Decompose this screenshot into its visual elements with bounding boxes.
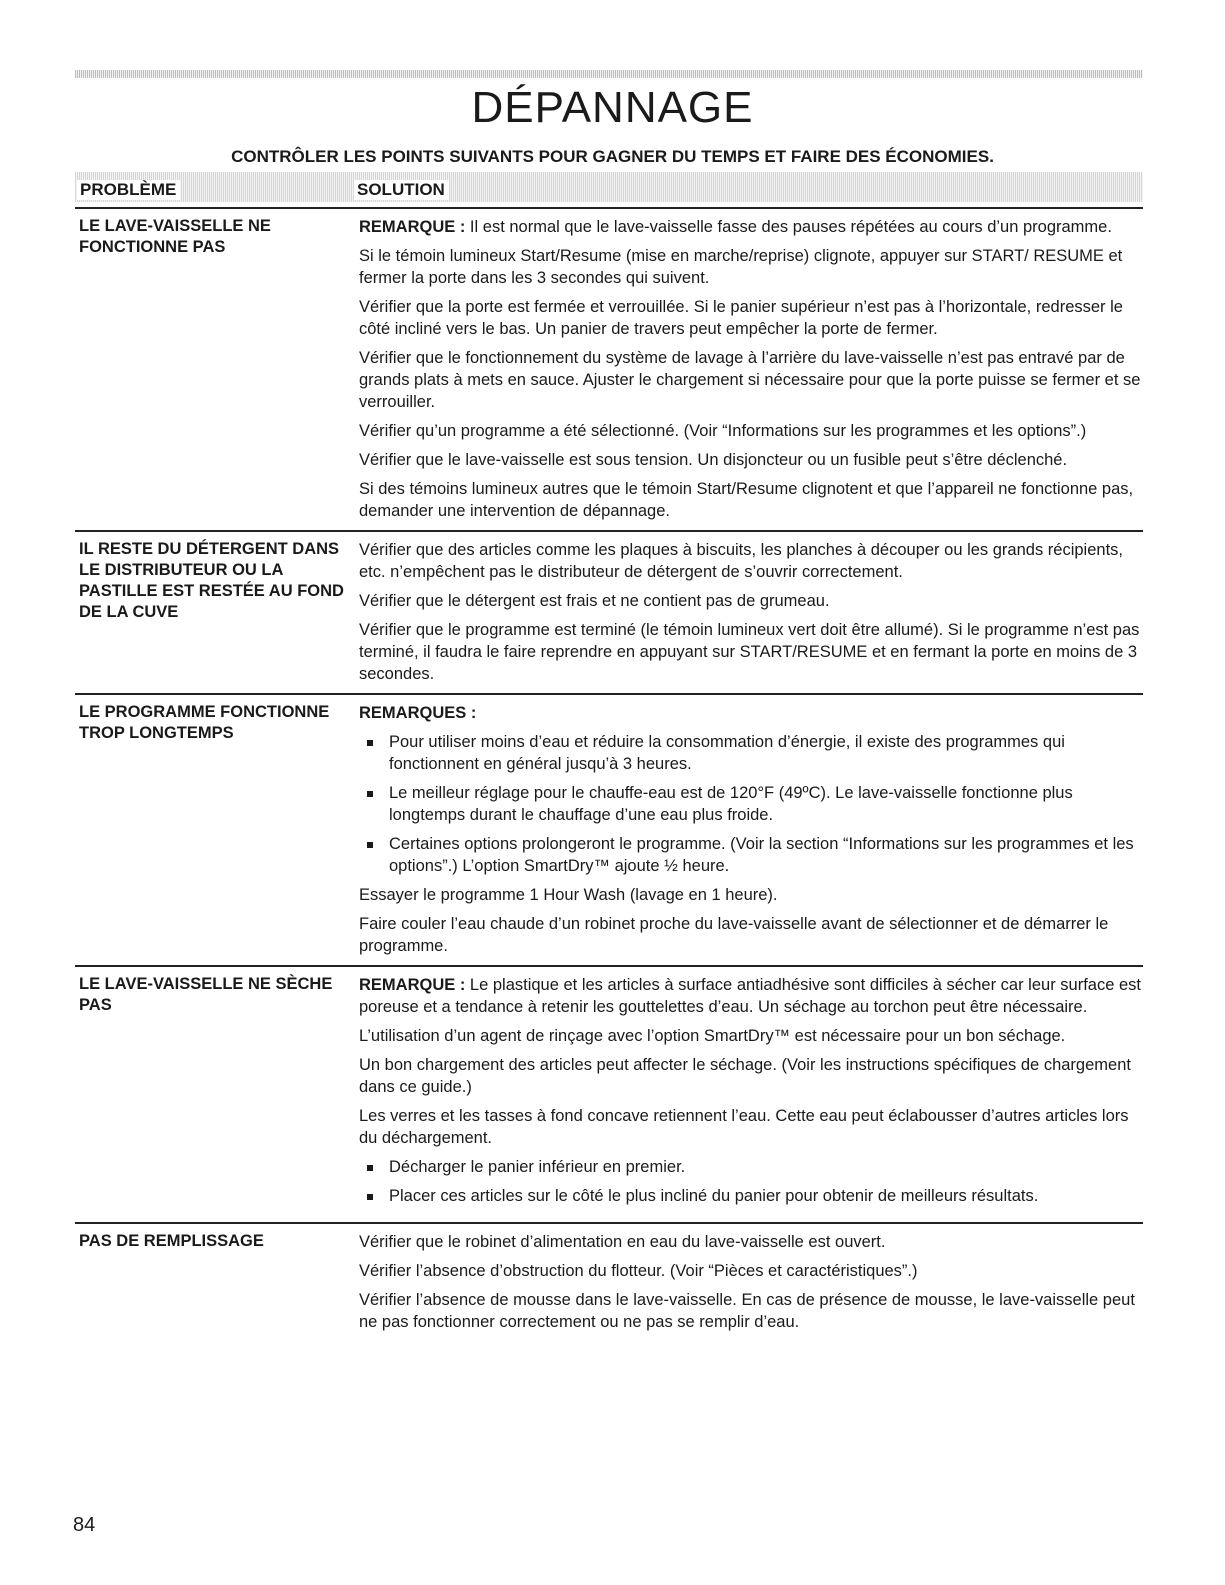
- solution-cell: [359, 702, 1143, 957]
- solution-paragraph: Vérifier que le lave-vaisselle est sous tension. Un disjoncteur ou un fusible peut s’être déclenché.: [359, 451, 1068, 469]
- solution-paragraph: Un bon chargement des articles peut affecter le séchage. (Voir les instructions spécifiques de chargement dans ce guide.): [359, 1056, 1131, 1096]
- page-title: DÉPANNAGE: [471, 83, 754, 132]
- bullet-list: [359, 1156, 1143, 1207]
- header-solution: SOLUTION: [354, 180, 449, 200]
- solution-paragraph: Vérifier que le robinet d’alimentation en eau du lave-vaisselle est ouvert.: [359, 1233, 886, 1251]
- table-row: [75, 693, 1143, 965]
- solution-paragraph: Vérifier qu’un programme a été sélectionné. (Voir “Informations sur les programmes et les options”.): [359, 422, 1087, 440]
- remark-text: Le plastique et les articles à surface antiadhésive sont difficiles à sécher car leur surface est poreuse et a tendance à retenir les gouttelettes d’eau. Un séchage au torchon peut être nécessaire.: [359, 976, 1141, 1016]
- solution-paragraph: Si des témoins lumineux autres que le témoin Start/Resume clignotent et que l’appareil ne fonctionne pas, demander une intervention de dépannage.: [359, 480, 1134, 520]
- bullet-item: Certaines options prolongeront le programme. (Voir la section “Informations sur les programmes et les options”.) L’option SmartDry™ ajoute ½ heure.: [359, 833, 1143, 877]
- solution-paragraph: Si le témoin lumineux Start/Resume (mise en marche/reprise) clignote, appuyer sur START/ RESUME et fermer la porte dans les 3 secondes qui suivent.: [359, 247, 1123, 287]
- troubleshooting-table: [75, 207, 1143, 1341]
- remark-label: REMARQUE :: [359, 218, 466, 236]
- table-header-band: [75, 172, 1143, 202]
- solution-paragraph: Vérifier que la porte est fermée et verrouillée. Si le panier supérieur n’est pas à l’horizontale, redresser le côté incliné vers le bas. Un panier de travers peut empêcher la porte de fermer.: [359, 298, 1123, 338]
- solution-cell: [359, 216, 1143, 522]
- problem-cell: IL RESTE DU DÉTERGENT DANS LE DISTRIBUTEUR OU LA PASTILLE EST RESTÉE AU FOND DE LA CUVE: [79, 540, 344, 621]
- top-rule: [75, 70, 1143, 78]
- bullet-item: Pour utiliser moins d’eau et réduire la consommation d’énergie, il existe des programmes qui fonctionnent en général jusqu’à 3 heures.: [359, 731, 1143, 775]
- bullet-item: Décharger le panier inférieur en premier.: [359, 1156, 1143, 1178]
- table-row: [75, 965, 1143, 1222]
- solution-remark: [359, 974, 1143, 1018]
- solution-paragraph: Vérifier l’absence de mousse dans le lave-vaisselle. En cas de présence de mousse, le lave-vaisselle peut ne pas fonctionner correctement ou ne pas se remplir d’eau.: [359, 1291, 1135, 1331]
- remark-text: Il est normal que le lave-vaisselle fasse des pauses répétées au cours d’un programme.: [465, 218, 1112, 236]
- problem-cell: LE PROGRAMME FONCTIONNE TROP LONGTEMPS: [79, 703, 330, 742]
- solution-remark: [359, 216, 1143, 238]
- bullet-item: Placer ces articles sur le côté le plus incliné du panier pour obtenir de meilleurs résultats.: [359, 1185, 1143, 1207]
- table-row: [75, 1222, 1143, 1341]
- problem-cell: LE LAVE-VAISSELLE NE SÈCHE PAS: [79, 975, 333, 1014]
- page-number: 84: [73, 1514, 96, 1536]
- table-row: [75, 207, 1143, 530]
- solution-paragraph: Essayer le programme 1 Hour Wash (lavage en 1 heure).: [359, 886, 778, 904]
- table-row: [75, 530, 1143, 693]
- header-problem: PROBLÈME: [77, 180, 180, 200]
- solution-cell: [359, 539, 1143, 685]
- solution-paragraph: Vérifier que des articles comme les plaques à biscuits, les planches à découper ou les grands récipients, etc. n’empêchent pas le distributeur de détergent de s’ouvrir correctement.: [359, 541, 1123, 581]
- solution-paragraph: Les verres et les tasses à fond concave retiennent l’eau. Cette eau peut éclabousser d’autres articles lors du déchargement.: [359, 1107, 1129, 1147]
- problem-cell: LE LAVE-VAISSELLE NE FONCTIONNE PAS: [79, 217, 271, 256]
- solution-paragraph: Vérifier que le fonctionnement du système de lavage à l’arrière du lave-vaisselle n’est pas entravé par de grands plats à mets en sauce. Ajuster le chargement si nécessaire pour que la porte puisse se fermer et se verrouiller.: [359, 349, 1141, 411]
- solution-cell: [359, 1231, 1143, 1333]
- solution-paragraph: Vérifier que le programme est terminé (le témoin lumineux vert doit être allumé). Si le programme n’est pas terminé, il faudra le faire reprendre en appuyant sur START/RESUME et en fermant la porte en moins de 3 secondes.: [359, 621, 1140, 683]
- solution-paragraph: L’utilisation d’un agent de rinçage avec l’option SmartDry™ est nécessaire pour un bon séchage.: [359, 1027, 1066, 1045]
- bullet-list: [359, 731, 1143, 877]
- problem-cell: PAS DE REMPLISSAGE: [79, 1232, 264, 1250]
- solution-paragraph: Faire couler l’eau chaude d’un robinet proche du lave-vaisselle avant de sélectionner et de démarrer le programme.: [359, 915, 1109, 955]
- solution-cell: [359, 974, 1143, 1214]
- page-subtitle: CONTRÔLER LES POINTS SUIVANTS POUR GAGNER DU TEMPS ET FAIRE DES ÉCONOMIES.: [231, 147, 994, 166]
- solution-paragraph: Vérifier que le détergent est frais et ne contient pas de grumeau.: [359, 592, 830, 610]
- solution-paragraph: Vérifier l’absence d’obstruction du flotteur. (Voir “Pièces et caractéristiques”.): [359, 1262, 918, 1280]
- bullet-item: Le meilleur réglage pour le chauffe-eau est de 120°F (49ºC). Le lave-vaisselle fonctionne plus longtemps durant le chauffage d’une eau plus froide.: [359, 782, 1143, 826]
- remark-label: REMARQUE :: [359, 976, 466, 994]
- remarks-label: REMARQUES :: [359, 704, 477, 722]
